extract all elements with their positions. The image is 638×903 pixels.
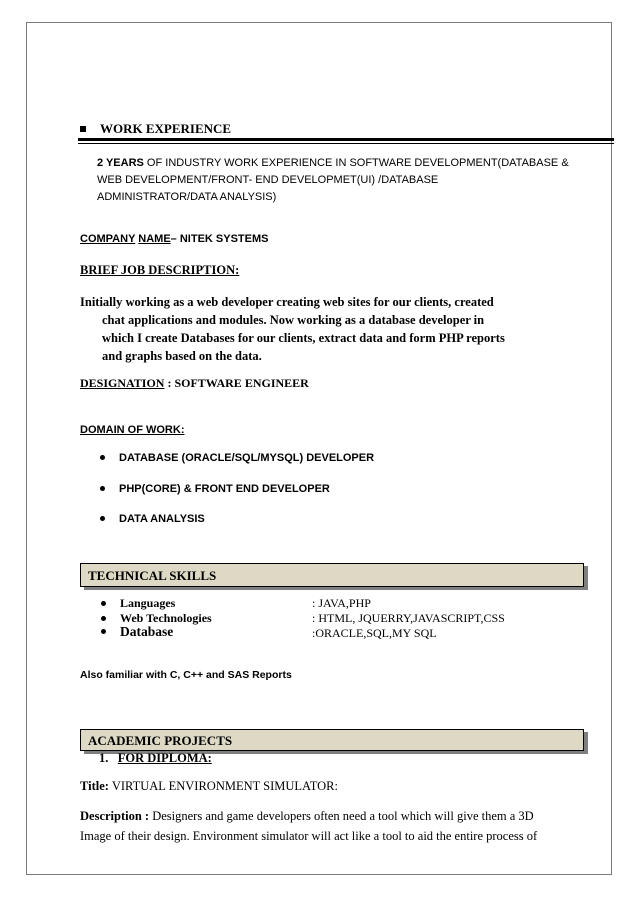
bullet-icon [100, 455, 105, 460]
bullet-icon [100, 486, 105, 491]
domain-heading: DOMAIN OF WORK: [80, 424, 185, 436]
skill-row-languages: Languages [101, 596, 175, 611]
academic-projects-box [80, 729, 584, 751]
also-familiar: Also familiar with C, C++ and SAS Reports [80, 669, 292, 681]
domain-item: DATABASE (ORACLE/SQL/MYSQL) DEVELOPER [100, 452, 374, 464]
work-summary: 2 YEARS OF INDUSTRY WORK EXPERIENCE IN SOFTWARE DEVELOPMENT(DATABASE & WEB DEVELOPMENT/FRONT- END DEVELOPMET(UI) /DATABASE ADMINISTRATOR/DATA ANALYSIS) [97, 157, 569, 203]
skill-row-database: Database [101, 624, 173, 640]
designation: DESIGNATION : SOFTWARE ENGINEER [80, 376, 309, 390]
brief-job-heading: BRIEF JOB DESCRIPTION: [80, 263, 240, 277]
domain-item: DATA ANALYSIS [100, 513, 205, 525]
project-description: Description : Designers and game developers often need a tool which will give them a 3D Image of their design. Environment simulator will act like a tool to aid the entire process of [80, 809, 538, 843]
skill-value-database: :ORACLE,SQL,MY SQL [312, 626, 437, 640]
bullet-icon [101, 616, 106, 621]
bullet-icon [101, 601, 106, 606]
bullet-icon [101, 629, 106, 634]
brief-job-description: Initially working as a web developer creating web sites for our clients, created chat applications and modules. Now working as a database developer in which I create Databases for our clients, extract data and form PHP reports and graphs based on the data. [80, 295, 505, 363]
technical-skills-heading: TECHNICAL SKILLS [88, 568, 217, 583]
diploma-heading: 1. FOR DIPLOMA: [99, 751, 212, 765]
skill-value-languages-text: : JAVA,PHP [312, 596, 371, 610]
domain-item: PHP(CORE) & FRONT END DEVELOPER [100, 483, 330, 495]
company-name: COMPANY NAME– NITEK SYSTEMS [80, 233, 269, 245]
skill-row-web: Web Technologies [101, 611, 212, 626]
bullet-icon [100, 516, 105, 521]
section-rule [78, 138, 614, 141]
work-experience-heading: WORK EXPERIENCE [80, 121, 231, 137]
technical-skills-box [80, 563, 584, 587]
section-rule-thin [78, 143, 614, 144]
academic-projects-heading: ACADEMIC PROJECTS [88, 733, 233, 748]
project-title: Title: VIRTUAL ENVIRONMENT SIMULATOR: [80, 779, 338, 793]
square-bullet-icon [80, 126, 86, 132]
skill-value-web: : HTML, JQUERRY,JAVASCRIPT,CSS [312, 611, 505, 625]
